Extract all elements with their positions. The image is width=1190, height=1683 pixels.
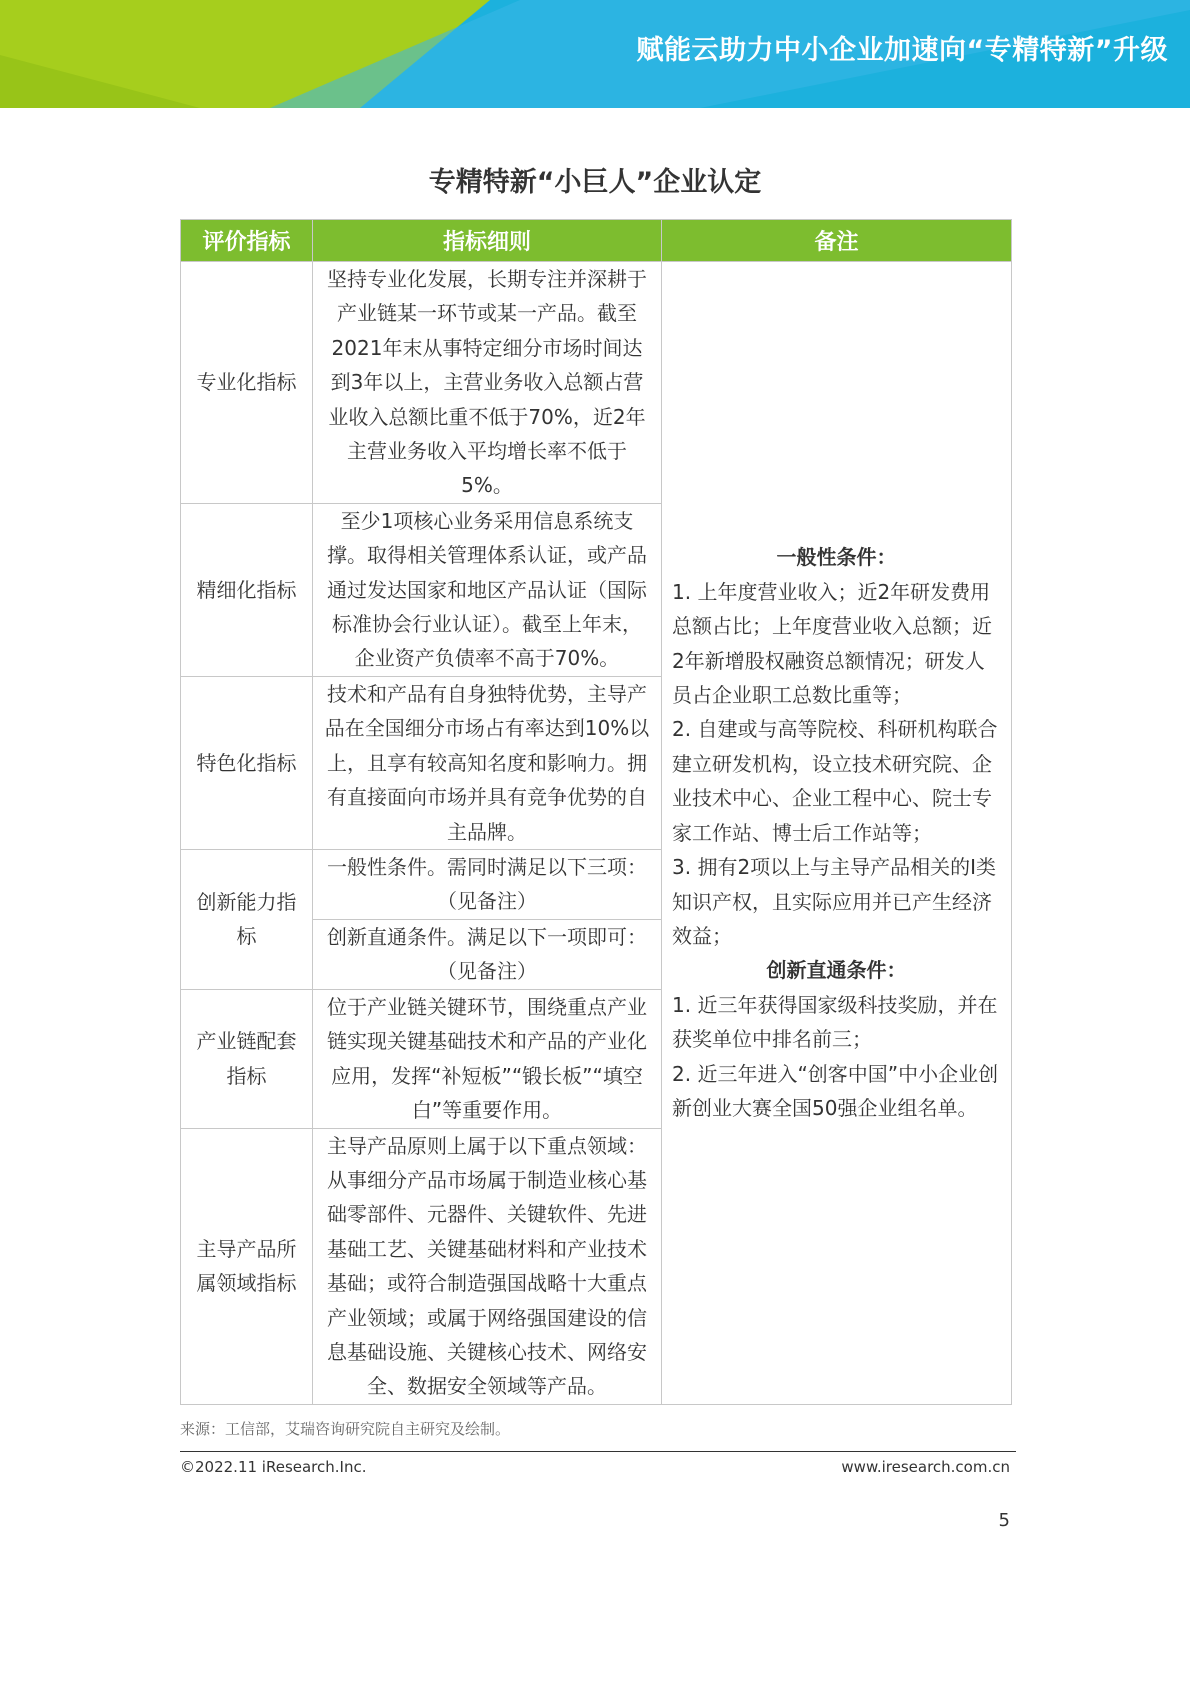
table-header-row bbox=[181, 220, 1012, 262]
note-general-heading: 一般性条件： bbox=[776, 545, 897, 570]
page-number: 5 bbox=[998, 1510, 1010, 1531]
header-indicator: 评价指标 bbox=[181, 220, 313, 262]
note-direct-item: 1. 近三年获得国家级科技奖励，并在获奖单位中排名前三； bbox=[672, 992, 998, 1052]
banner-title: 赋能云助力中小企业加速向“专精特新”升级 bbox=[636, 35, 1168, 66]
note-general-item: 2. 自建或与高等院校、科研机构联合建立研发机构，设立技术研究院、企业技术中心、企业工程中心、院士专家工作站、博士后工作站等； bbox=[672, 717, 998, 845]
header-detail: 指标细则 bbox=[313, 220, 662, 262]
footer-divider bbox=[180, 1451, 1016, 1452]
indicator-cell: 精细化指标 bbox=[181, 503, 313, 676]
header-banner bbox=[0, 0, 1190, 108]
detail-cell: 技术和产品有自身独特优势，主导产品在全国细分市场占有率达到10%以上，且享有较高知名度和影响力。拥有直接面向市场并具有竞争优势的自主品牌。 bbox=[313, 676, 662, 849]
detail-cell: 主导产品原则上属于以下重点领域：从事细分产品市场属于制造业核心基础零部件、元器件、关键软件、先进基础工艺、关键基础材料和产业技术基础；或符合制造强国战略十大重点产业领域；或属于网络强国建设的信息基础设施、关键核心技术、网络安全、数据安全领域等产品。 bbox=[313, 1128, 662, 1404]
copyright: ©2022.11 iResearch.Inc. bbox=[180, 1458, 367, 1476]
note-general-item: 1. 上年度营业收入；近2年研发费用总额占比；上年度营业收入总额；近2年新增股权融资总额情况；研发人员占企业职工总数比重等； bbox=[672, 579, 992, 708]
detail-cell: 至少1项核心业务采用信息系统支撑。取得相关管理体系认证，或产品通过发达国家和地区产品认证（国际标准协会行业认证）。截至上年末，企业资产负债率不高于70%。 bbox=[313, 503, 662, 676]
source-note: 来源：工信部，艾瑞咨询研究院自主研究及绘制。 bbox=[180, 1420, 511, 1438]
detail-cell: 位于产业链关键环节，围绕重点产业链实现关键基础技术和产品的产业化应用，发挥“补短板”“锻长板”“填空白”等重要作用。 bbox=[313, 989, 662, 1128]
header-note: 备注 bbox=[662, 220, 1012, 262]
note-general-item: 3. 拥有2项以上与主导产品相关的Ⅰ类知识产权，且实际应用并已产生经济效益； bbox=[672, 855, 997, 948]
detail-cell: 创新直通条件。满足以下一项即可：（见备注） bbox=[313, 919, 662, 989]
indicator-cell: 专业化指标 bbox=[181, 262, 313, 504]
note-direct-heading: 创新直通条件： bbox=[766, 958, 907, 983]
note-direct-item: 2. 近三年进入“创客中国”中小企业创新创业大赛全国50强企业组名单。 bbox=[672, 1061, 999, 1120]
indicator-cell: 产业链配套指标 bbox=[181, 989, 313, 1128]
website-link[interactable]: www.iresearch.com.cn bbox=[841, 1458, 1010, 1476]
detail-cell: 坚持专业化发展，长期专注并深耕于产业链某一环节或某一产品。截至2021年末从事特定细分市场时间达到3年以上，主营业务收入总额占营业收入总额比重不低于70%，近2年主营业务收入平均增长率不低于5%。 bbox=[313, 262, 662, 504]
note-cell bbox=[662, 262, 1012, 1405]
detail-cell: 一般性条件。需同时满足以下三项：（见备注） bbox=[313, 849, 662, 919]
indicator-cell: 特色化指标 bbox=[181, 676, 313, 849]
indicator-cell: 创新能力指标 bbox=[181, 849, 313, 989]
criteria-table bbox=[180, 219, 1012, 1405]
indicator-cell: 主导产品所属领域指标 bbox=[181, 1128, 313, 1404]
table-row bbox=[181, 262, 1012, 504]
page-title: 专精特新“小巨人”企业认定 bbox=[428, 167, 762, 198]
